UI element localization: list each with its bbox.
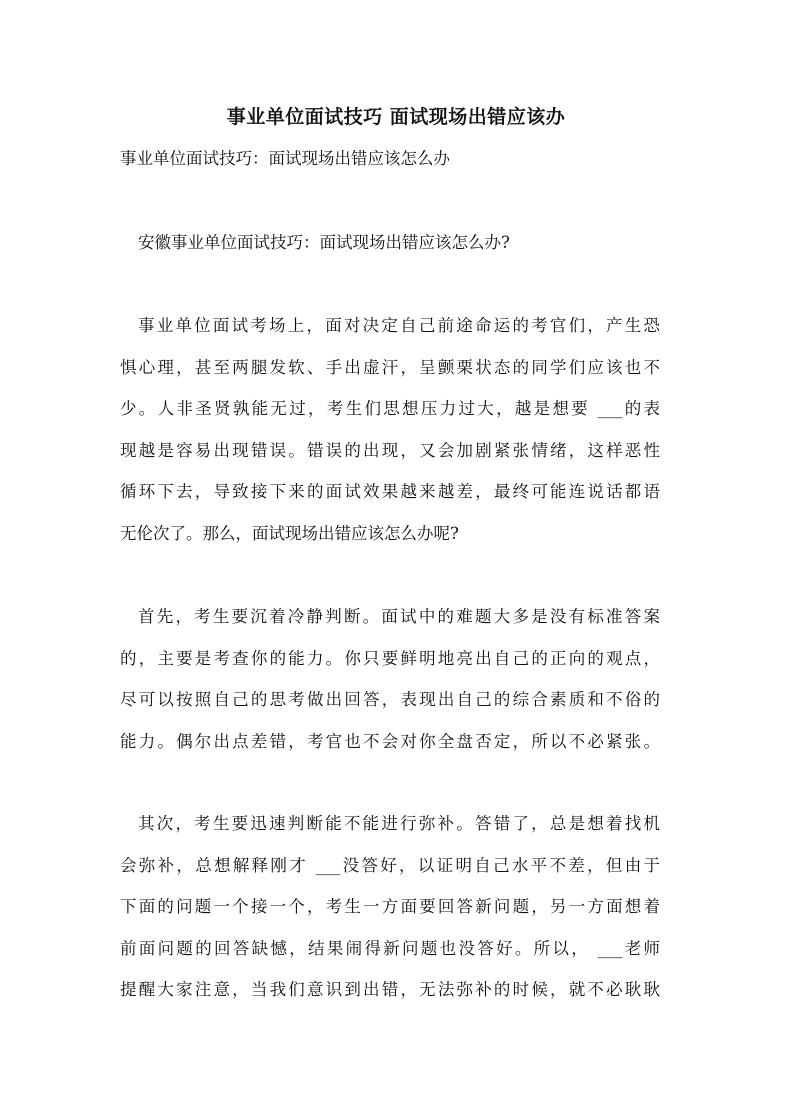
paragraph-3-line: 前面问题的回答缺憾，结果闹得新问题也没答好。所以， ___老师: [120, 938, 660, 958]
paragraph-1: [120, 314, 660, 563]
paragraph-1-line: 少。人非圣贤孰能无过，考生们思想压力过大，越是想要 ___的表: [120, 399, 660, 418]
intro-line: 安徽事业单位面试技巧：面试现场出错应该怎么办?: [138, 233, 510, 252]
paragraph-1-line: 无伦次了。那么，面试现场出错应该怎么办呢?: [120, 523, 459, 543]
document-title: 事业单位面试技巧 面试现场出错应该办: [226, 106, 566, 128]
paragraph-3: [120, 812, 660, 1020]
paragraph-1-line: 惧心理，甚至两腿发软、手出虚汗，呈颤栗状态的同学们应该也不: [120, 357, 660, 377]
paragraph-1-line: 现越是容易出现错误。错误的出现，又会加剧紧张情绪，这样恶性: [120, 440, 660, 460]
document-subtitle: 事业单位面试技巧：面试现场出错应该怎么办: [120, 149, 450, 168]
paragraph-3-line: 提醒大家注意，当我们意识到出错，无法弥补的时候，就不必耿耿: [120, 980, 660, 999]
paragraph-3-line: 其次，考生要迅速判断能不能进行弥补。答错了，总是想着找机: [138, 814, 660, 833]
paragraph-3-line: 下面的问题一个接一个，考生一方面要回答新问题，另一方面想着: [120, 897, 660, 916]
paragraph-2-line: 能力。偶尔出点差错，考官也不会对你全盘否定，所以不必紧张。: [120, 731, 660, 751]
paragraph-2-line: 首先，考生要沉着冷静判断。面试中的难题大多是没有标准答案: [138, 607, 660, 626]
paragraph-2-line: 尽可以按照自己的思考做出回答，表现出自己的综合素质和不俗的: [120, 690, 660, 709]
paragraph-2-line: 的，主要是考查你的能力。你只要鲜明地亮出自己的正向的观点，: [120, 648, 660, 668]
paragraph-3-line: 会弥补，总想解释刚才 ___没答好，以证明自己水平不差，但由于: [120, 855, 660, 875]
paragraph-1-line: 循环下去，导致接下来的面试效果越来越差，最终可能连说话都语: [120, 482, 660, 501]
paragraph-2: [120, 605, 660, 771]
paragraph-1-line: 事业单位面试考场上，面对决定自己前途命运的考官们，产生恐: [138, 316, 660, 335]
